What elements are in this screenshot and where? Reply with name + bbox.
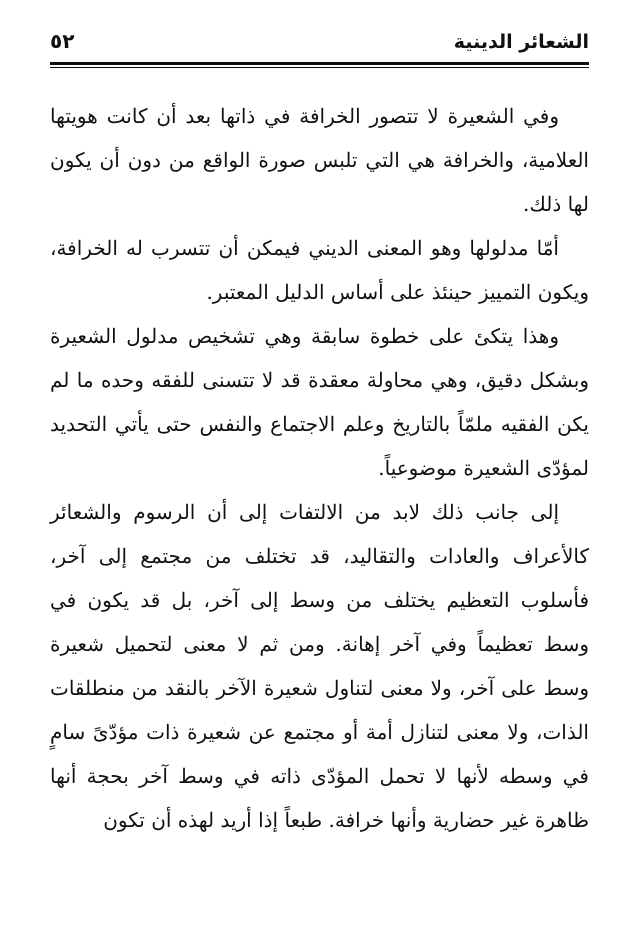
header-title: الشعائر الدينية bbox=[453, 31, 589, 53]
header-rule-thick bbox=[50, 62, 589, 65]
paragraph-4: إلى جانب ذلك لابد من الالتفات إلى أن الرسوم والشعائر كالأعراف والعادات والتقاليد، قد تختلف من مجتمع إلى آخر، فأسلوب التعظيم يختلف من وسط إلى آخر، بل قد يكون في وسط تعظيماً وفي آخر إهانة. ومن ثم لا معنى لتحميل شعيرة وسط على آخر، ولا معنى لتناول شعيرة الآخر بالنقد من منطلقات الذات، ولا معنى لتنازل أمة أو مجتمع عن شعيرة ذات مؤدّىً سامٍ في وسطه لأنها لا تحمل المؤدّى ذاته في وسط آخر بحجة أنها ظاهرة غير حضارية وأنها خرافة. طبعاً إذا أريد لهذه أن تكون bbox=[50, 500, 589, 832]
paragraph-1: وفي الشعيرة لا تتصور الخرافة في ذاتها بعد أن كانت هويتها العلامية، والخرافة هي التي تلبس صورة الواقع من دون أن يكون لها ذلك. bbox=[50, 104, 589, 216]
paragraph-2: أمّا مدلولها وهو المعنى الديني فيمكن أن تتسرب له الخرافة، ويكون التمييز حينئذ على أساس الدليل المعتبر. bbox=[50, 236, 589, 304]
body-text bbox=[50, 94, 589, 842]
header-rule-thin bbox=[50, 67, 589, 68]
paragraph-3: وهذا يتكئ على خطوة سابقة وهي تشخيص مدلول الشعيرة وبشكل دقيق، وهي محاولة معقدة قد لا تتسنى للفقه وحده ما لم يكن الفقيه ملمّاً بالتاريخ وعلم الاجتماع والنفس حتى يأتي التحديد لمؤدّى الشعيرة موضوعياً. bbox=[50, 324, 589, 480]
page-number: ٥٢ bbox=[50, 29, 75, 53]
running-header bbox=[50, 26, 589, 62]
